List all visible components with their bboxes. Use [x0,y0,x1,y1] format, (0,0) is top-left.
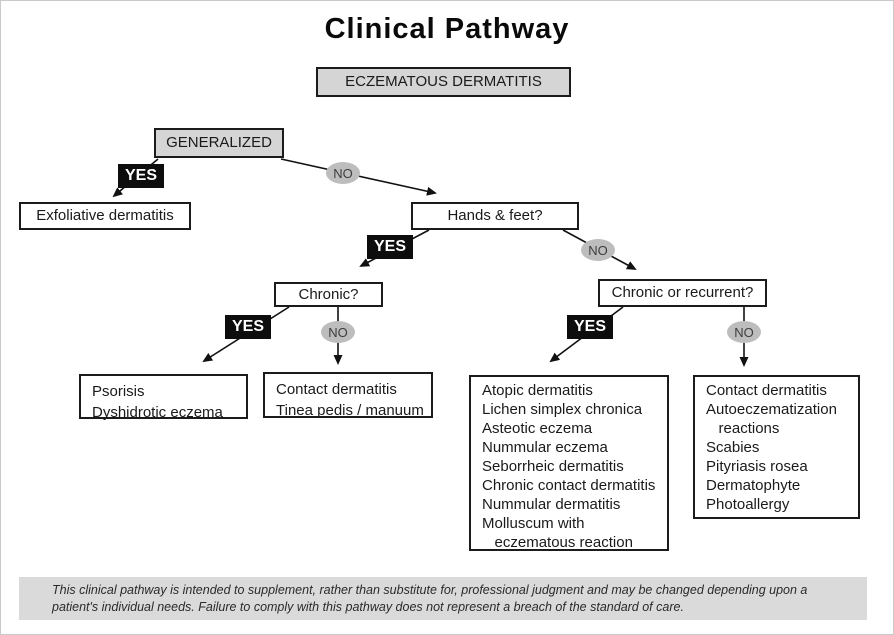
outcome-chronic-no: Contact dermatitis Tinea pedis / manuum [263,372,433,418]
outcome-chronic-yes: Psorisis Dyshidrotic eczema [79,374,248,419]
decision-hands-feet: Hands & feet? [411,202,579,230]
no-label-generalized: NO [326,162,360,184]
node-exfoliative-dermatitis: Exfoliative dermatitis [19,202,191,230]
outcome-chronic-or-recurrent-no: Contact dermatitis Autoeczematization reactions Scabies Pityriasis rosea Dermatophyte Photoallergy [693,375,860,519]
yes-label-chronic-or-recurrent: YES [567,315,613,339]
decision-chronic: Chronic? [274,282,383,307]
outcome-chronic-or-recurrent-yes: Atopic dermatitis Lichen simplex chronica Asteotic eczema Nummular eczema Seborrheic dermatitis Chronic contact dermatitis Nummular dermatitis Molluscum with eczematous reaction [469,375,669,551]
yes-label-hands-feet: YES [367,235,413,259]
no-label-chronic-or-recurrent: NO [727,321,761,343]
decision-chronic-or-recurrent: Chronic or recurrent? [598,279,767,307]
yes-label-generalized: YES [118,164,164,188]
page-title: Clinical Pathway [324,13,570,45]
no-label-chronic: NO [321,321,355,343]
no-label-hands-feet: NO [581,239,615,261]
disclaimer-bar: This clinical pathway is intended to supplement, rather than substitute for, professional judgment and may be changed depending upon a patient's individual needs. Failure to comply with this pathway does not represent a breach of the standard of care. [19,577,867,620]
decision-generalized: GENERALIZED [154,128,284,158]
root-node-eczematous-dermatitis: ECZEMATOUS DERMATITIS [316,67,571,97]
yes-label-chronic: YES [225,315,271,339]
